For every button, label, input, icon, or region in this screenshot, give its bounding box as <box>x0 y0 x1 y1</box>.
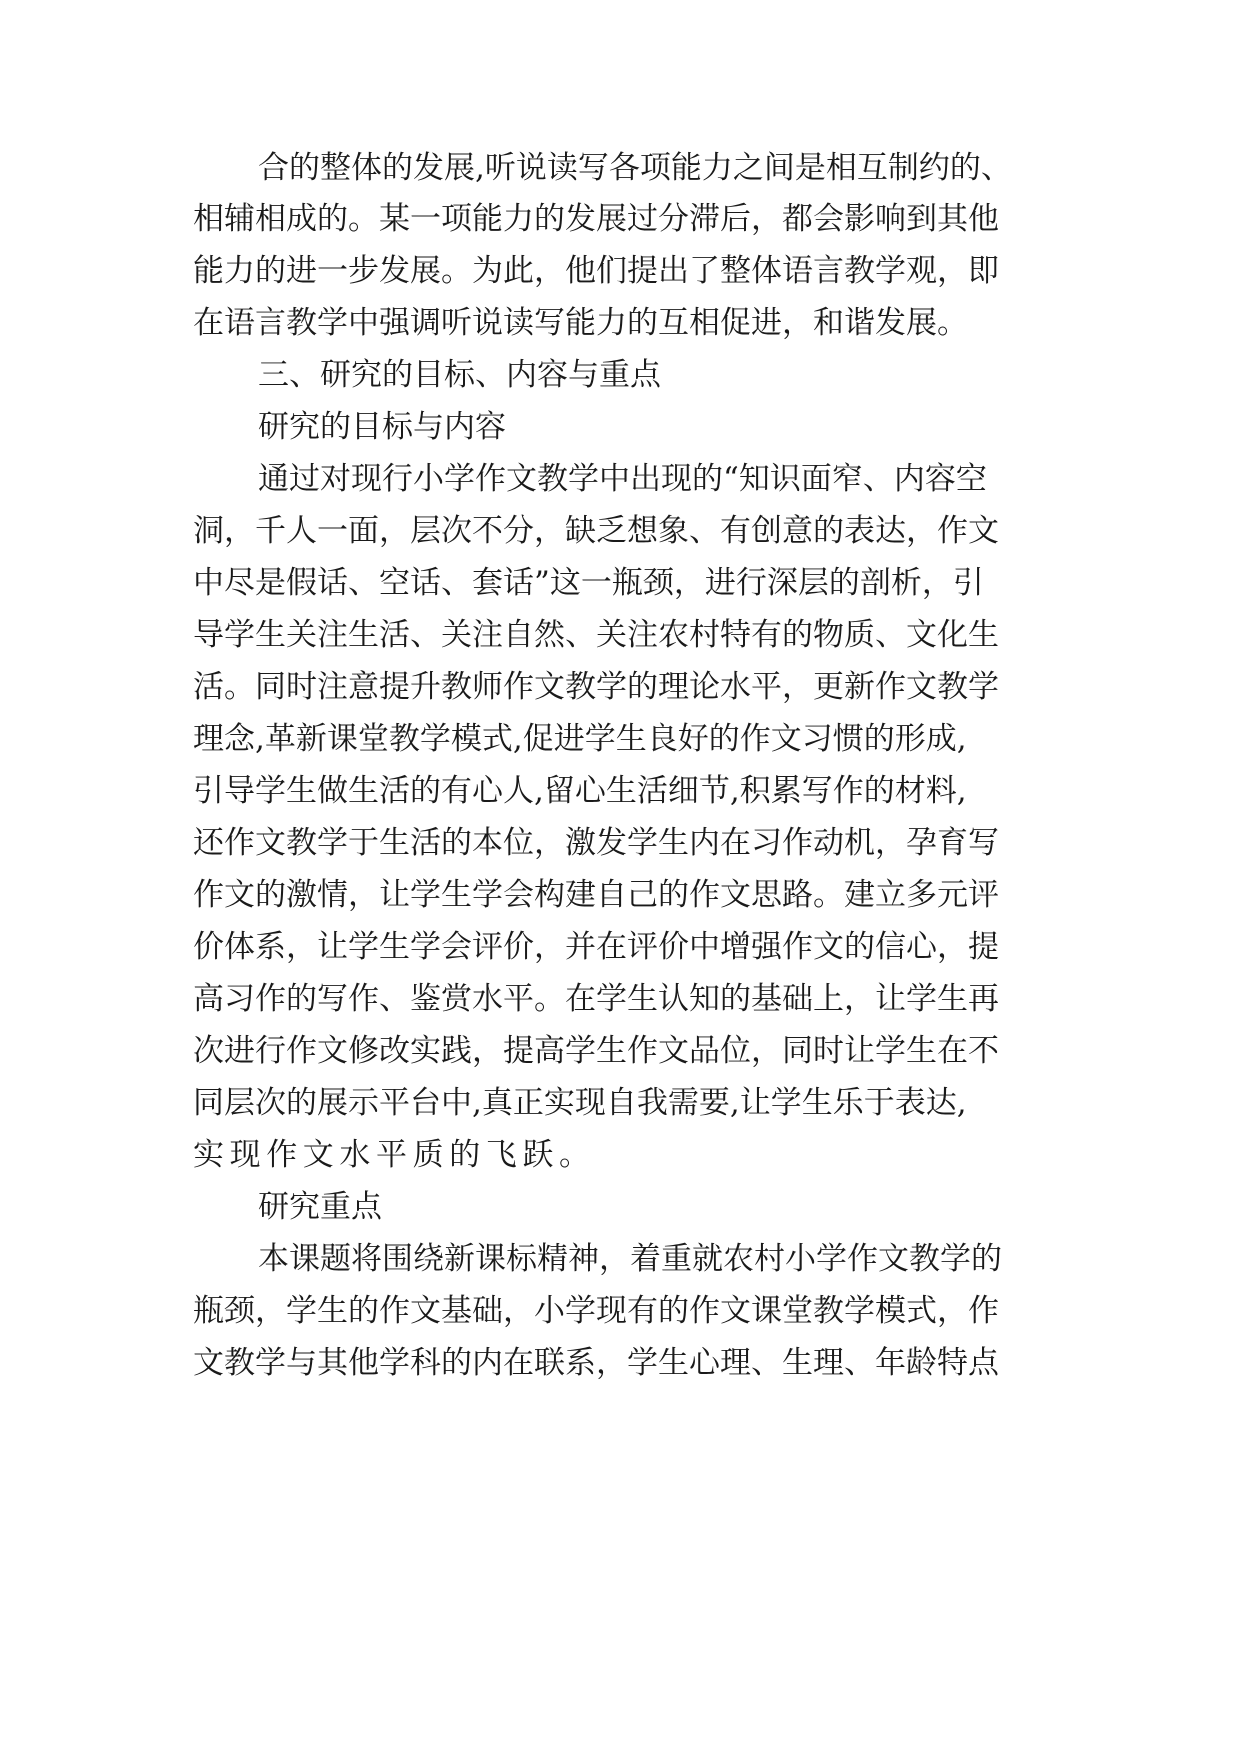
paragraph-2-line-10: 价体系，让学生学会评价，并在评价中增强作文的信心，提 <box>193 929 999 965</box>
paragraph-3-line-2: 瓶颈，学生的作文基础，小学现有的作文课堂教学模式，作 <box>193 1293 999 1329</box>
paragraph-2-line-14: 实现作文水平质的飞跃。 <box>193 1137 596 1173</box>
paragraph-2-line-2: 洞，千人一面，层次不分，缺乏想象、有创意的表达，作文 <box>193 513 999 549</box>
subheading-research-focus: 研究重点 <box>258 1189 382 1225</box>
paragraph-3-line-1: 本课题将围绕新课标精神，着重就农村小学作文教学的 <box>258 1241 1002 1277</box>
paragraph-2-line-6: 理念,革新课堂教学模式,促进学生良好的作文习惯的形成, <box>193 721 967 757</box>
paragraph-2-line-8: 还作文教学于生活的本位，激发学生内在习作动机，孕育写 <box>193 825 999 861</box>
paragraph-1-line-1: 合的整体的发展,听说读写各项能力之间是相互制约的、 <box>258 150 1012 186</box>
paragraph-2-line-12: 次进行作文修改实践，提高学生作文品位，同时让学生在不 <box>193 1033 999 1069</box>
paragraph-2-line-9: 作文的激情，让学生学会构建自己的作文思路。建立多元评 <box>193 877 999 913</box>
subheading-goals-content: 研究的目标与内容 <box>258 409 506 445</box>
paragraph-2-line-3: 中尽是假话、空话、套话”这一瓶颈，进行深层的剖析，引 <box>193 565 984 601</box>
paragraph-1-line-2: 相辅相成的。某一项能力的发展过分滞后，都会影响到其他 <box>193 201 999 237</box>
section-heading-3: 三、研究的目标、内容与重点 <box>258 357 661 393</box>
paragraph-1-line-3: 能力的进一步发展。为此，他们提出了整体语言教学观，即 <box>193 253 999 289</box>
paragraph-2-line-4: 导学生关注生活、关注自然、关注农村特有的物质、文化生 <box>193 617 999 653</box>
paragraph-2-line-11: 高习作的写作、鉴赏水平。在学生认知的基础上，让学生再 <box>193 981 999 1017</box>
paragraph-2-line-1: 通过对现行小学作文教学中出现的“知识面窄、内容空 <box>258 461 987 497</box>
paragraph-2-line-13: 同层次的展示平台中,真正实现自我需要,让学生乐于表达, <box>193 1085 967 1121</box>
paragraph-1-line-4: 在语言教学中强调听说读写能力的互相促进，和谐发展。 <box>193 305 968 341</box>
paragraph-2-line-5: 活。同时注意提升教师作文教学的理论水平，更新作文教学 <box>193 669 999 705</box>
paragraph-2-line-7: 引导学生做生活的有心人,留心生活细节,积累写作的材料, <box>193 773 967 809</box>
paragraph-3-line-3: 文教学与其他学科的内在联系，学生心理、生理、年龄特点 <box>193 1345 999 1381</box>
